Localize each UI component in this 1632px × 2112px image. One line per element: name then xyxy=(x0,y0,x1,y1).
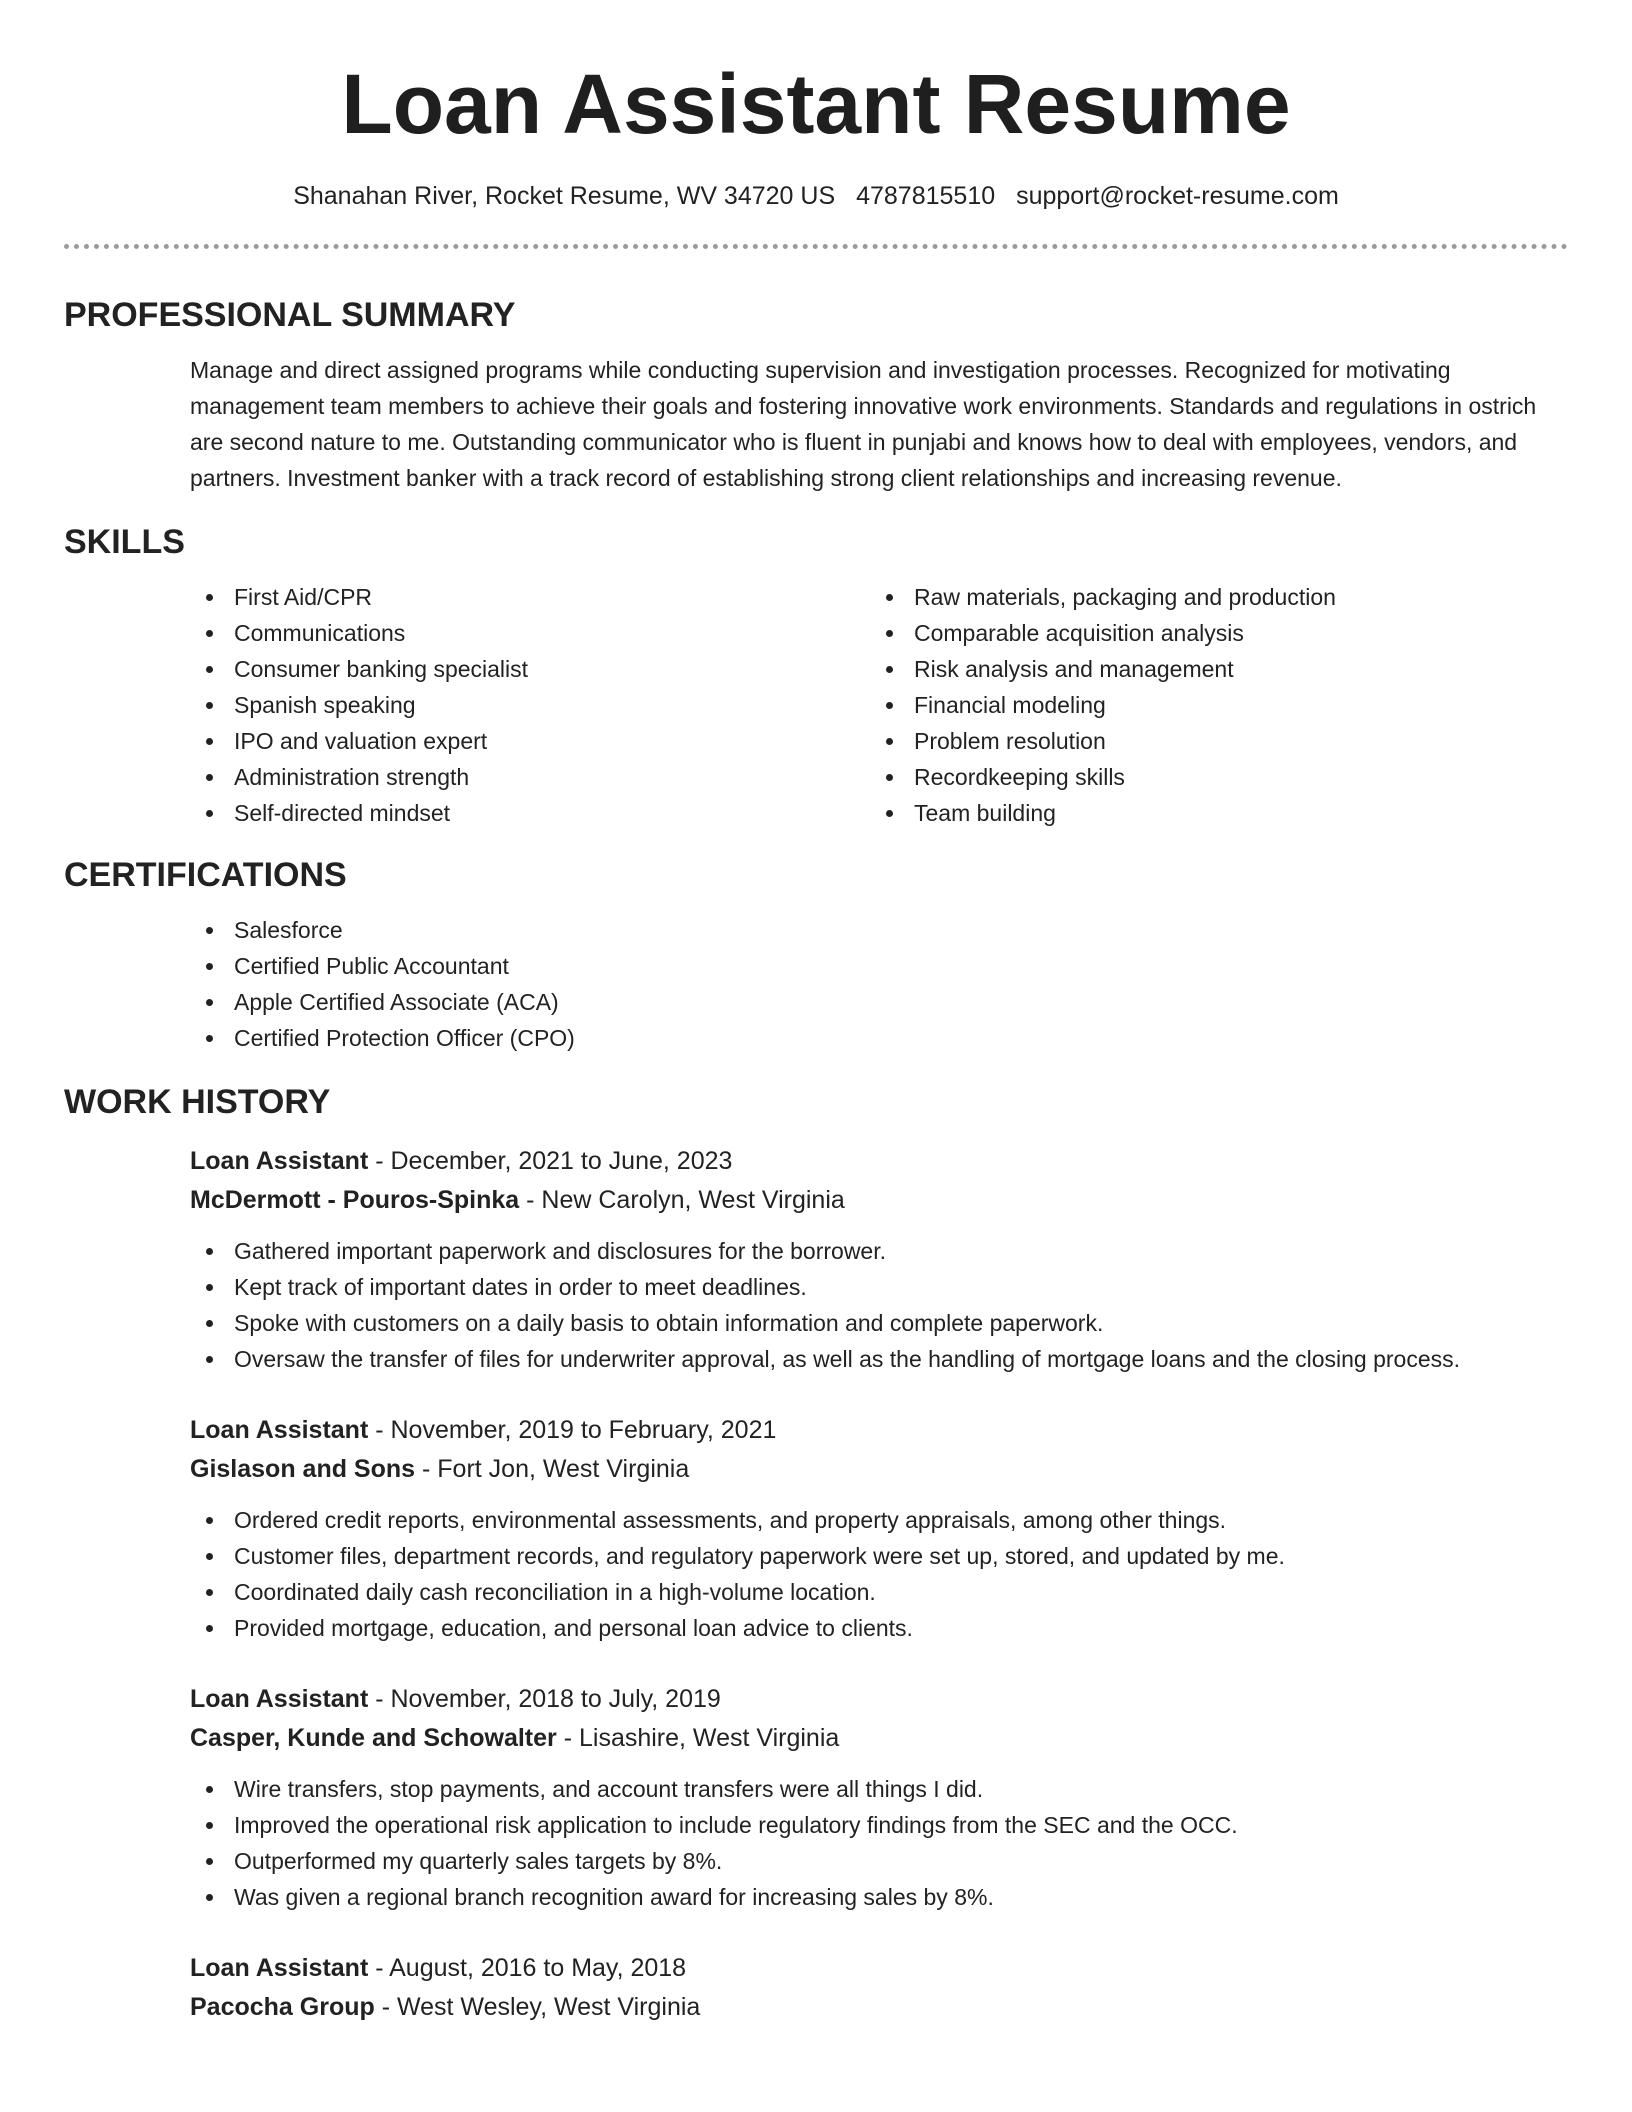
job-title-line xyxy=(190,1144,1568,1178)
skill-item: Self-directed mindset xyxy=(190,795,870,831)
job-location: - Fort Jon, West Virginia xyxy=(415,1455,690,1483)
skill-item: IPO and valuation expert xyxy=(190,723,870,759)
contact-address: Shanahan River, Rocket Resume, WV 34720 US xyxy=(293,182,836,210)
job-bullet: Outperformed my quarterly sales targets by 8%. xyxy=(190,1843,1568,1879)
job-entry xyxy=(190,1413,1568,1646)
job-company-line xyxy=(190,1721,1568,1755)
job-bullet: Was given a regional branch recognition award for increasing sales by 8%. xyxy=(190,1879,1568,1915)
skill-item: First Aid/CPR xyxy=(190,579,870,615)
resume-page xyxy=(64,0,1568,2024)
job-bullet: Ordered credit reports, environmental assessments, and property appraisals, among other things. xyxy=(190,1502,1568,1538)
job-title-line xyxy=(190,1682,1568,1716)
job-location: - Lisashire, West Virginia xyxy=(556,1724,840,1752)
certification-item: Salesforce xyxy=(190,912,1568,948)
skill-item: Team building xyxy=(870,795,1550,831)
job-bullet: Oversaw the transfer of files for underwriter approval, as well as the handling of mortgage loans and the closing process. xyxy=(190,1341,1568,1377)
job-company-line xyxy=(190,1183,1568,1217)
skills-heading: SKILLS xyxy=(64,523,185,561)
skill-item: Comparable acquisition analysis xyxy=(870,615,1550,651)
job-bullet: Spoke with customers on a daily basis to obtain information and complete paperwork. xyxy=(190,1305,1568,1341)
summary-heading: PROFESSIONAL SUMMARY xyxy=(64,296,516,334)
job-dates: - August, 2016 to May, 2018 xyxy=(368,1954,687,1982)
skill-item: Problem resolution xyxy=(870,723,1550,759)
contact-phone: 4787815510 xyxy=(856,182,996,210)
job-bullet: Coordinated daily cash reconciliation in a high-volume location. xyxy=(190,1574,1568,1610)
job-bullet: Gathered important paperwork and disclosures for the borrower. xyxy=(190,1233,1568,1269)
job-company: Casper, Kunde and Schowalter xyxy=(190,1724,557,1752)
skill-item: Recordkeeping skills xyxy=(870,759,1550,795)
job-company: Pacocha Group xyxy=(190,1993,375,2021)
job-company-line xyxy=(190,1452,1568,1486)
resume-title: Loan Assistant Resume xyxy=(341,57,1291,151)
job-company: Gislason and Sons xyxy=(190,1455,416,1483)
job-dates: - November, 2018 to July, 2019 xyxy=(368,1685,721,1713)
job-bullet: Provided mortgage, education, and personal loan advice to clients. xyxy=(190,1610,1568,1646)
job-bullets xyxy=(190,1233,1568,1377)
skill-item: Spanish speaking xyxy=(190,687,870,723)
job-bullet: Kept track of important dates in order to meet deadlines. xyxy=(190,1269,1568,1305)
job-bullet: Customer files, department records, and regulatory paperwork were set up, stored, and updated by me. xyxy=(190,1538,1568,1574)
skill-item: Administration strength xyxy=(190,759,870,795)
job-entry xyxy=(190,1682,1568,1915)
skills-column-right xyxy=(870,579,1550,831)
skills-column-left xyxy=(190,579,870,831)
certification-item: Apple Certified Associate (ACA) xyxy=(190,984,1568,1020)
contact-line xyxy=(64,180,1568,212)
job-bullets xyxy=(190,1771,1568,1915)
header-divider xyxy=(64,244,1568,249)
job-title: Loan Assistant xyxy=(190,1416,369,1444)
certification-item: Certified Public Accountant xyxy=(190,948,1568,984)
job-company-line xyxy=(190,1990,1568,2024)
certification-item: Certified Protection Officer (CPO) xyxy=(190,1020,1568,1056)
job-title-line xyxy=(190,1413,1568,1447)
job-bullets xyxy=(190,1502,1568,1646)
job-bullet: Improved the operational risk application to include regulatory findings from the SEC and the OCC. xyxy=(190,1807,1568,1843)
skill-item: Consumer banking specialist xyxy=(190,651,870,687)
job-location: - West Wesley, West Virginia xyxy=(374,1993,701,2021)
job-bullet: Wire transfers, stop payments, and account transfers were all things I did. xyxy=(190,1771,1568,1807)
job-title: Loan Assistant xyxy=(190,1954,369,1982)
job-entry xyxy=(190,1951,1568,2024)
job-entry xyxy=(190,1144,1568,1377)
contact-email: support@rocket-resume.com xyxy=(1016,182,1339,210)
skill-item: Raw materials, packaging and production xyxy=(870,579,1550,615)
job-title: Loan Assistant xyxy=(190,1147,369,1175)
work-history-heading: WORK HISTORY xyxy=(64,1083,331,1121)
summary-text: Manage and direct assigned programs while conducting supervision and investigation processes. Recognized for motivating management team members to achieve their goals and fostering innovative work environments. Standards and regulations in ostrich are second nature to me. Outstanding communicator who is fluent in punjabi and knows how to deal with employees, vendors, and partners. Investment banker with a track record of establishing strong client relationships and increasing revenue. xyxy=(190,357,1537,491)
job-company: McDermott - Pouros-Spinka xyxy=(190,1186,520,1214)
job-dates: - November, 2019 to February, 2021 xyxy=(368,1416,777,1444)
skills-list xyxy=(190,579,1568,831)
certifications-heading: CERTIFICATIONS xyxy=(64,856,347,894)
skill-item: Financial modeling xyxy=(870,687,1550,723)
skill-item: Communications xyxy=(190,615,870,651)
certifications-list xyxy=(190,912,1568,1056)
job-title-line xyxy=(190,1951,1568,1985)
skill-item: Risk analysis and management xyxy=(870,651,1550,687)
job-dates: - December, 2021 to June, 2023 xyxy=(368,1147,733,1175)
job-location: - New Carolyn, West Virginia xyxy=(519,1186,845,1214)
job-title: Loan Assistant xyxy=(190,1685,369,1713)
